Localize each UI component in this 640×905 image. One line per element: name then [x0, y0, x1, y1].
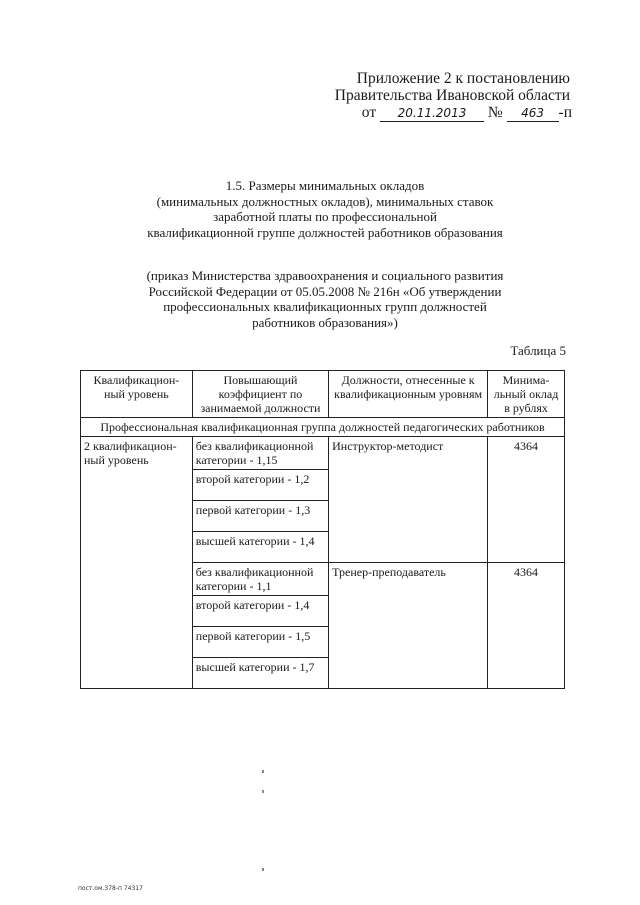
table-label: Таблица 5: [510, 343, 566, 358]
header-cell-coefficient: Повышающий коэффициент по занимаемой должности: [192, 371, 328, 418]
title-line-2: (минимальных должностных окладов), минимальных ставок: [156, 193, 494, 209]
title-line-4: квалификационной группе должностей работников образования: [147, 224, 503, 240]
number-suffix: -п: [558, 104, 572, 121]
footer-code: пост.ом.378-п 74317: [78, 885, 143, 892]
from-prefix: от: [361, 104, 377, 121]
header-date-number-line: [362, 104, 572, 122]
order-reference: [110, 268, 540, 330]
handwritten-number: 463: [507, 105, 559, 122]
salary-cell: 4364: [488, 437, 565, 563]
title-line-1: 1.5. Размеры минимальных окладов: [225, 178, 425, 193]
table-row: [81, 437, 565, 470]
table-header-row: [81, 371, 565, 418]
position-cell: Тренер-преподаватель: [329, 563, 488, 689]
coefficient-cell: без квалификационной категории - 1,1: [192, 563, 328, 596]
header-cell-salary: Минима-льный оклад в рублях: [488, 371, 565, 418]
salary-table: [80, 370, 565, 689]
coefficient-cell: первой категории - 1,5: [192, 627, 328, 658]
order-line-2: Российской Федерации от 05.05.2008 № 216н «Об утверждении: [148, 283, 502, 299]
coefficient-cell: высшей категории - 1,4: [192, 532, 328, 563]
header-cell-level: Квалификацион-ный уровень: [81, 371, 193, 418]
header-line-1: Приложение 2 к постановлению: [356, 70, 570, 87]
number-prefix: №: [487, 104, 503, 121]
order-line-3: профессиональных квалификационных групп должностей: [163, 299, 487, 314]
header-line-2: Правительства Ивановской области: [334, 87, 570, 104]
scan-speck: [262, 868, 264, 871]
coefficient-cell: второй категории - 1,4: [192, 596, 328, 627]
order-line-4: работников образования»): [252, 314, 398, 330]
document-title: [110, 178, 540, 240]
title-line-3: заработной платы по профессиональной: [213, 209, 437, 224]
group-title: Профессиональная квалификационная группа должностей педагогических работников: [81, 418, 565, 437]
position-cell: Инструктор-методист: [329, 437, 488, 563]
header-cell-positions: Должности, отнесенные к квалификационным уровням: [329, 371, 488, 418]
salary-cell: 4364: [488, 563, 565, 689]
coefficient-cell: первой категории - 1,3: [192, 501, 328, 532]
level-cell: 2 квалификацион-ный уровень: [81, 437, 193, 689]
coefficient-cell: высшей категории - 1,7: [192, 658, 328, 689]
coefficient-cell: без квалификационной категории - 1,15: [192, 437, 328, 470]
group-row: [81, 418, 565, 437]
coefficient-cell: второй категории - 1,2: [192, 470, 328, 501]
scan-speck: [262, 770, 264, 773]
scan-speck: [262, 790, 264, 793]
order-line-1: (приказ Министерства здравоохранения и социального развития: [146, 268, 504, 283]
handwritten-date: 20.11.2013: [380, 105, 484, 122]
